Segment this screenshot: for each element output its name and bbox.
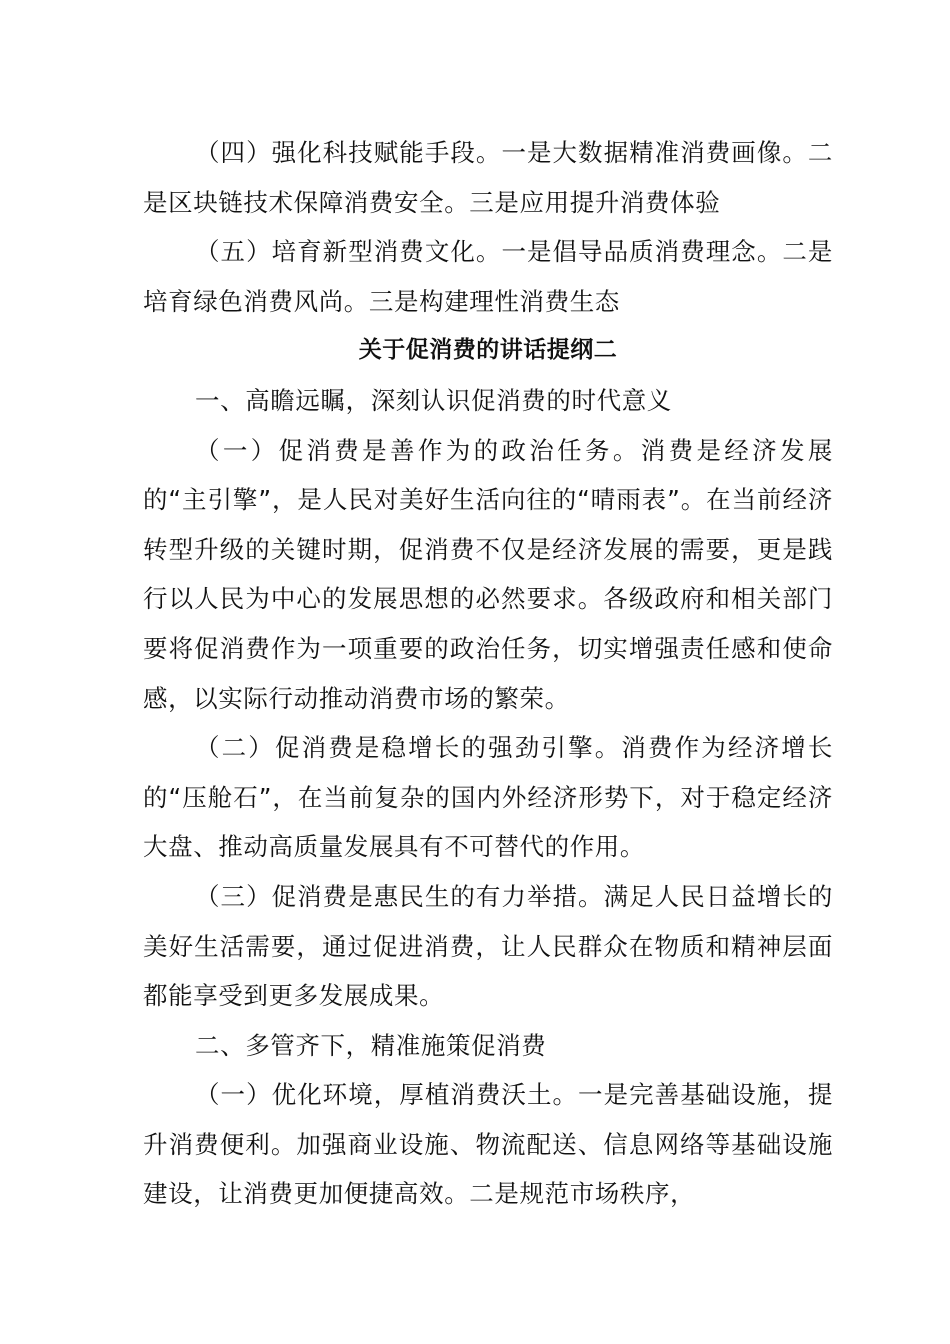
paragraph-section-5: （五）培育新型消费文化。一是倡导品质消费理念。二是培育绿色消费风尚。三是构建理性消费生态 — [143, 237, 833, 316]
heading-part-1: 一、高瞻远瞩，深刻认识促消费的时代意义 — [195, 385, 672, 415]
document-body — [143, 128, 833, 1219]
paragraph-part1-item-2: （二）促消费是稳增长的强劲引擎。消费作为经济增长的“压舱石”，在当前复杂的国内外经济形势下，对于稳定经济大盘、推动高质量发展具有不可替代的作用。 — [143, 733, 833, 862]
paragraph-part1-item-3: （三）促消费是惠民生的有力举措。满足人民日益增长的美好生活需要，通过促进消费，让人民群众在物质和精神层面都能享受到更多发展成果。 — [143, 881, 833, 1011]
paragraph-section-4: （四）强化科技赋能手段。一是大数据精准消费画像。二是区块链技术保障消费安全。三是应用提升消费体验 — [143, 138, 833, 217]
paragraph-part2-item-1: （一）优化环境，厚植消费沃土。一是完善基础设施，提升消费便利。加强商业设施、物流配送、信息网络等基础设施建设，让消费更加便捷高效。二是规范市场秩序， — [143, 1080, 833, 1209]
document-title: 关于促消费的讲话提纲二 — [358, 337, 618, 364]
paragraph-part1-item-1: （一）促消费是善作为的政治任务。消费是经济发展的“主引擎”，是人民对美好生活向往的“晴雨表”。在当前经济转型升级的关键时期，促消费不仅是经济发展的需要，更是践行以人民为中心的发展思想的必然要求。各级政府和相关部门要将促消费作为一项重要的政治任务，切实增强责任感和使命感，以实际行动推动消费市场的繁荣。 — [143, 435, 833, 713]
heading-part-2: 二、多管齐下，精准施策促消费 — [195, 1030, 547, 1060]
